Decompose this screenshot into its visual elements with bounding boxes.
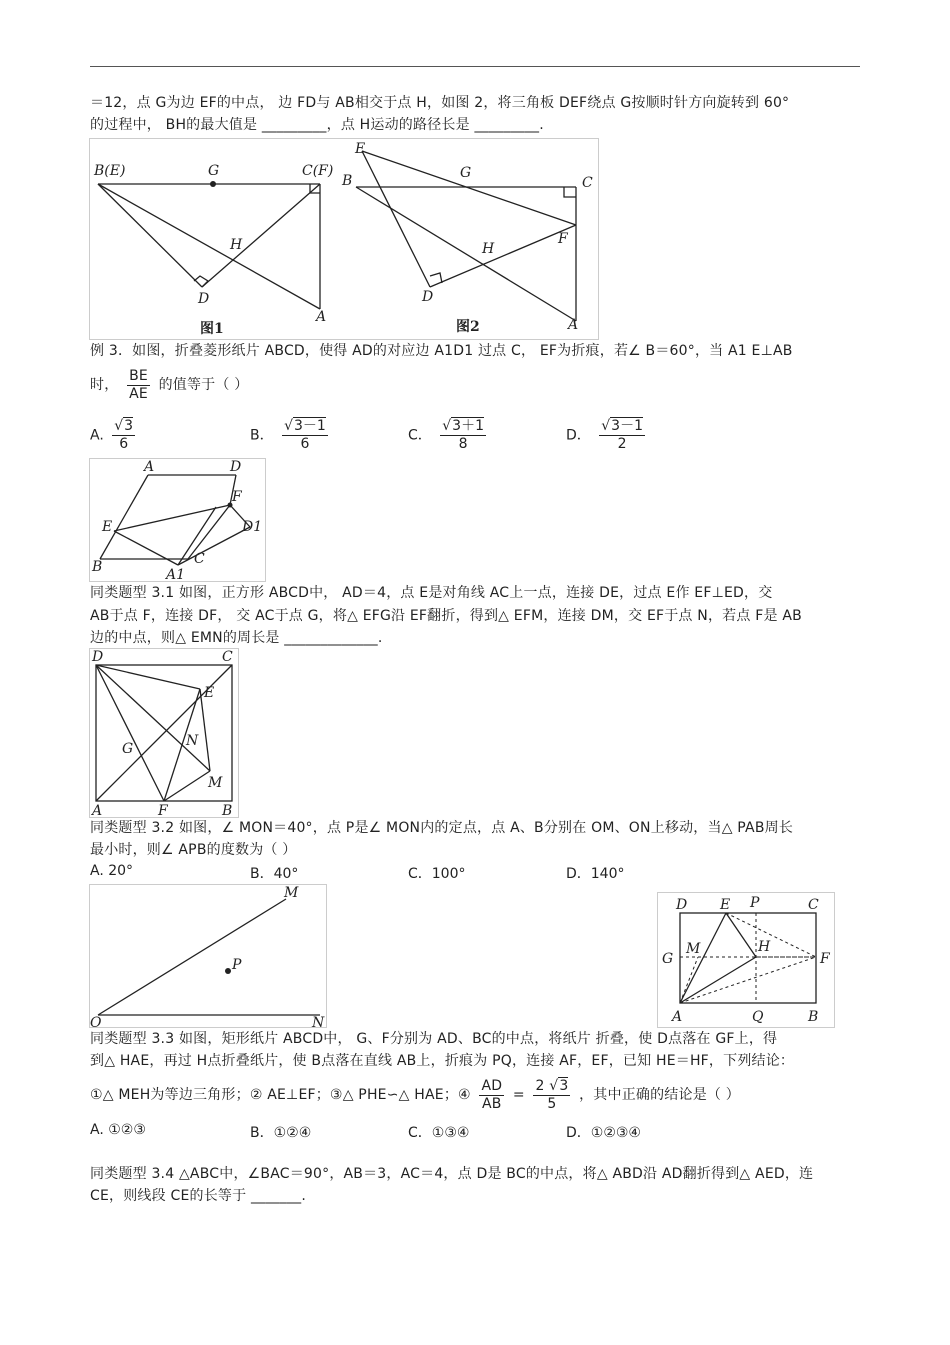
ex3-option-b-den: 6 <box>300 436 310 452</box>
rhombus-label-B: B <box>92 559 103 575</box>
header-rule <box>90 66 860 67</box>
t33-option-a: A. ①②③ <box>90 1122 146 1138</box>
fraction-be-ae <box>127 368 150 403</box>
ex3-option-b: B． $\frac{√3-1}{6}$ <box>250 418 326 452</box>
example-3-prefix: 时， <box>90 377 119 393</box>
ex3-option-a-den: 6 <box>119 436 129 452</box>
fig2-label-E: E <box>355 141 366 157</box>
rhombus-label-D1: D1 <box>242 519 263 535</box>
type-3-1-line-2: AB于点 F，连接 DF， 交 AC于点 G，将△ EFG沿 EF翻折，得到△ EFM，连接 DM，交 EF于点 N，若点 F是 AB <box>90 608 802 624</box>
type-3-4-line-1: 同类题型 3.4 △ABC中，∠BAC＝90°，AB＝3，AC＝4，点 D是 BC的中点，将△ ABD沿 AD翻折得到△ AED，连 <box>90 1166 814 1182</box>
rect-label-M: M <box>686 941 701 957</box>
t33-conclusions-suffix: ，其中正确的结论是（ ） <box>579 1087 740 1103</box>
rect-label-F: F <box>820 951 830 967</box>
rect-label-G: G <box>662 951 674 967</box>
square-label-B: B <box>222 803 233 817</box>
square-label-G: G <box>122 741 134 757</box>
type-3-3-line-3 <box>90 1076 740 1114</box>
rect-label-B: B <box>808 1009 819 1025</box>
square-label-D: D <box>92 649 104 665</box>
fraction-be-ae-numerator: BE <box>129 367 148 384</box>
problem-text-line-2: 的过程中， BH的最大值是 _________，点 H运动的路径长是 _________. <box>90 117 544 133</box>
type-3-3-line-1: 同类题型 3.3 如图，矩形纸片 ABCD中， G、F分别为 AD、BC的中点，将纸片 折叠，使 D点落在 GF上，得 <box>90 1031 778 1047</box>
square-label-N: N <box>186 733 199 749</box>
type-3-1-line-3: 边的中点，则△ EMN的周长是 _____________. <box>90 630 383 646</box>
rect-label-H: H <box>758 939 771 955</box>
ex3-option-a-label: A. <box>90 427 104 444</box>
fig2-label-B: B <box>342 173 353 189</box>
figure-angle-mon <box>89 884 327 1028</box>
fig2-label-A: A <box>568 317 579 333</box>
fraction-2sqrt3-5: $\frac{2 √3}{5}$ <box>535 1077 569 1112</box>
rhombus-label-D: D <box>230 459 242 475</box>
angle-label-M: M <box>284 885 299 901</box>
figure-rhombus-fold <box>89 458 266 582</box>
fig2-label-F: F <box>558 231 568 247</box>
example-3-line-1: 例 3．如图，折叠菱形纸片 ABCD，使得 AD的对应边 A1D1 过点 C， EF为折痕，若∠ B＝60°，当 A1 E⊥AB <box>90 343 793 359</box>
fig1-label-G: G <box>208 163 220 179</box>
ex3-option-c-num: 3＋1 <box>452 418 484 434</box>
ex3-option-d-num: 3－1 <box>611 418 643 434</box>
angle-label-P: P <box>232 957 242 973</box>
rect-label-C: C <box>808 897 819 913</box>
rect-label-D: D <box>676 897 688 913</box>
t33-option-c: C．①③④ <box>408 1125 470 1141</box>
rect-label-E: E <box>720 897 731 913</box>
fraction-ad-ab <box>479 1078 504 1113</box>
rhombus-label-A: A <box>144 459 155 475</box>
square-label-F: F <box>158 803 168 817</box>
angle-label-O: O <box>90 1015 102 1027</box>
type-3-1-line-1: 同类题型 3.1 如图，正方形 ABCD中， AD＝4，点 E是对角线 AC上一点，连接 DE，过点 E作 EF⊥ED，交 <box>90 585 773 601</box>
fig1-label-BE: B(E) <box>94 163 126 179</box>
ex3-option-d-label: D． <box>566 427 591 444</box>
ex3-option-d-den: 2 <box>617 436 627 452</box>
fraction-ad-ab-denominator: AB <box>482 1095 502 1112</box>
fig1-label-CF: C(F) <box>302 163 334 179</box>
fraction-2sqrt3-coef: 2 <box>535 1077 545 1094</box>
t33-conclusions-prefix: ①△ MEH为等边三角形；② AE⊥EF；③△ PHE∽△ HAE；④ <box>90 1087 471 1103</box>
ex3-option-c: C． $\frac{√3+1}{8}$ <box>408 418 484 452</box>
rect-label-A: A <box>672 1009 683 1025</box>
t33-option-d: D．①②③④ <box>566 1125 641 1141</box>
t33-equals: = <box>512 1087 525 1103</box>
fig2-label-C: C <box>582 175 593 191</box>
example-3-line-2 <box>90 366 248 404</box>
square-label-C: C <box>222 649 233 665</box>
ex3-option-c-label: C． <box>408 427 432 444</box>
square-label-E: E <box>204 685 215 701</box>
rhombus-label-C: C <box>194 551 205 567</box>
problem-text-line-1: ＝12，点 G为边 EF的中点， 边 FD与 AB相交于点 H，如图 2，将三角板 DEF绕点 G按顺时针方向旋转到 60° <box>90 95 790 111</box>
type-3-2-line-2: 最小时，则∠ APB的度数为（ ） <box>90 842 297 858</box>
fraction-ad-ab-numerator: AD <box>481 1077 503 1094</box>
angle-label-N: N <box>312 1015 325 1027</box>
fig2-label-H: H <box>482 241 495 257</box>
fraction-2sqrt3-denominator: 5 <box>547 1095 557 1112</box>
fig1-label-A: A <box>316 309 327 325</box>
t32-option-b: B．40° <box>250 866 299 882</box>
ex3-option-c-den: 8 <box>458 436 468 452</box>
fig2-caption: 图2 <box>456 319 480 335</box>
example-3-suffix: 的值等于（ ） <box>158 377 249 393</box>
rhombus-label-F: F <box>232 489 242 505</box>
rect-label-P: P <box>750 895 760 911</box>
type-3-2-line-1: 同类题型 3.2 如图，∠ MON＝40°，点 P是∠ MON内的定点，点 A、B分别在 OM、ON上移动，当△ PAB周长 <box>90 820 794 836</box>
t33-option-b: B．①②④ <box>250 1125 312 1141</box>
fig2-label-D: D <box>422 289 434 305</box>
fraction-be-ae-denominator: AE <box>129 385 148 402</box>
square-label-A: A <box>92 803 103 817</box>
ex3-option-d: D． $\frac{√3-1}{2}$ <box>566 418 643 452</box>
fig2-label-G: G <box>460 165 472 181</box>
fig1-caption: 图1 <box>200 321 224 337</box>
ex3-option-a-num: 3 <box>124 418 134 434</box>
rhombus-label-A1: A1 <box>166 567 186 581</box>
fraction-2sqrt3-radicand: 3 <box>559 1077 569 1094</box>
t32-option-a: A. 20° <box>90 863 134 879</box>
type-3-4-line-2: CE，则线段 CE的长等于 _______. <box>90 1188 306 1204</box>
type-3-3-line-2: 到△ HAE，再过 H点折叠纸片，使 B点落在直线 AB上，折痕为 PQ，连接 AF，EF，已知 HE＝HF，下列结论： <box>90 1053 795 1069</box>
ex3-option-a: A. $\frac{√3}{6}$ <box>90 418 134 452</box>
ex3-option-b-num: 3－1 <box>293 418 326 434</box>
figure-rectangle-fold <box>657 892 835 1028</box>
rhombus-label-E: E <box>102 519 113 535</box>
ex3-option-b-label: B． <box>250 427 274 444</box>
figure-square-fold <box>89 648 239 818</box>
rect-label-Q: Q <box>752 1009 764 1025</box>
fig1-label-H: H <box>230 237 243 253</box>
fig1-label-D: D <box>198 291 210 307</box>
t32-option-d: D．140° <box>566 866 625 882</box>
figure-triangle-rotation <box>89 138 599 340</box>
square-label-M: M <box>208 775 223 791</box>
t32-option-c: C．100° <box>408 866 466 882</box>
